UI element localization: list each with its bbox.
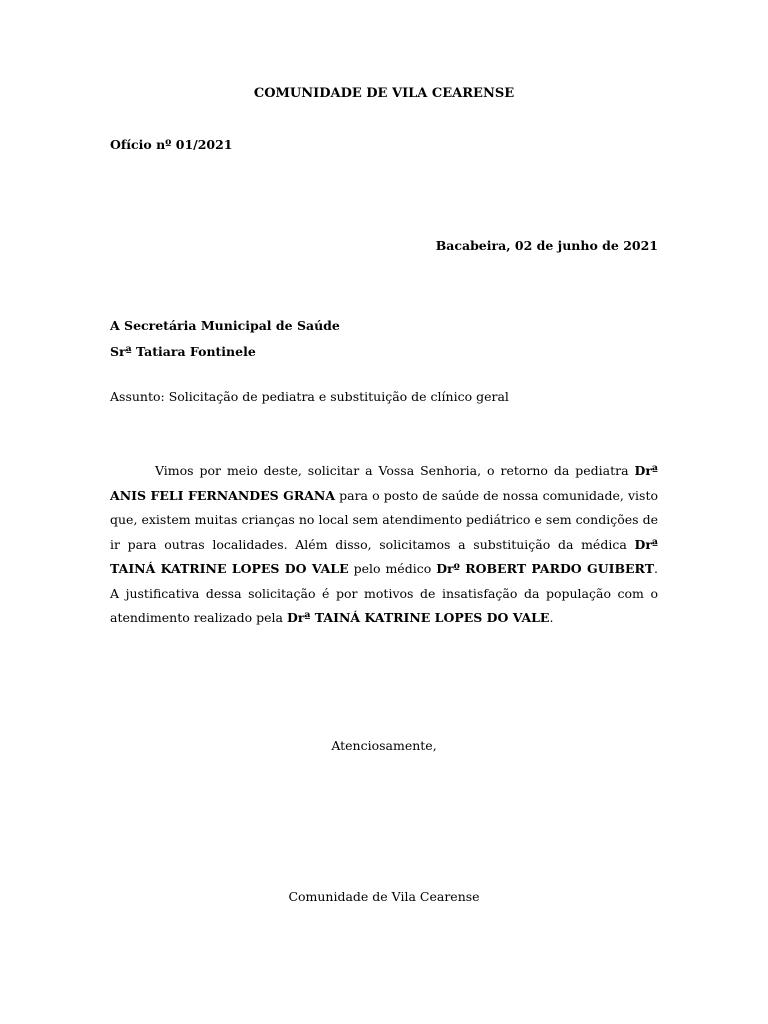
oficio-number: Ofício nº 01/2021 (110, 137, 233, 152)
recipient-block (110, 313, 340, 365)
body-text-1: Vimos por meio deste, solicitar a Vossa Senhoria, o retorno da pediatra (155, 463, 635, 478)
body-bold-2: Drª TAINÁ KATRINE LOPES DO VALE (110, 536, 658, 576)
body-bold-4: Drª TAINÁ KATRINE LOPES DO VALE (286, 610, 550, 625)
body-bold-3: Drº ROBERT PARDO GUIBERT (436, 561, 655, 576)
date-line: Bacabeira, 02 de junho de 2021 (435, 238, 658, 253)
body-text-3: pelo médico (348, 561, 437, 576)
signature-line: Comunidade de Vila Cearense (288, 889, 480, 904)
body-bold-1: Drª ANIS FELI FERNANDES GRANA (110, 463, 658, 503)
subject-line: Assunto: Solicitação de pediatra e substituição de clínico geral (110, 389, 509, 404)
body-paragraph (110, 459, 658, 631)
recipient-name: Srª Tatiara Fontinele (110, 344, 256, 359)
recipient-title: A Secretária Municipal de Saúde (110, 318, 340, 333)
body-text-5: . (549, 610, 554, 625)
document-header: COMUNIDADE DE VILA CEARENSE (253, 86, 515, 101)
body-text-2: para o posto de saúde de nossa comunidade, visto que, existem muitas crianças no local sem atendimento pediátrico e sem condições de ir para outras localidades. Além disso, solicitamos a substituição da médica (110, 487, 658, 552)
body-text-4: . A justificativa dessa solicitação é por motivos de insatisfação da população com o atendimento realizado pela (110, 561, 658, 625)
closing-line: Atenciosamente, (331, 738, 437, 753)
